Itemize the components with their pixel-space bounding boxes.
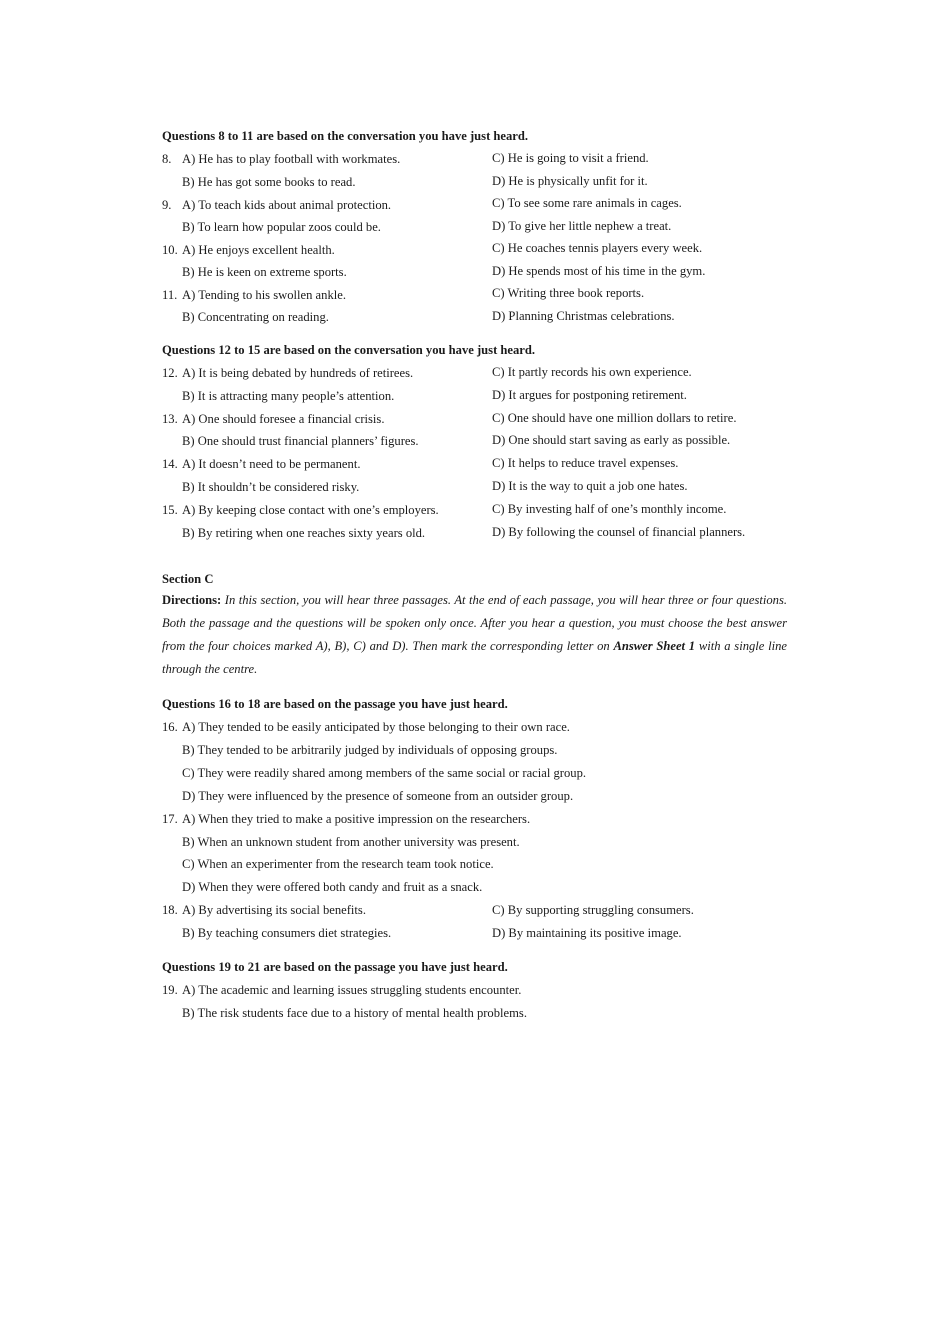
option-c: C) To see some rare animals in cages. bbox=[492, 196, 682, 210]
option-c: C) Writing three book reports. bbox=[492, 286, 645, 300]
option-d: D) He is physically unfit for it. bbox=[492, 174, 648, 188]
option-b: B) By retiring when one reaches sixty years old. bbox=[182, 526, 426, 540]
option-c: C) He coaches tennis players every week. bbox=[492, 241, 703, 255]
option-a: A) One should foresee a financial crisis. bbox=[182, 412, 385, 426]
question-number: 15. bbox=[162, 503, 178, 517]
option-c: C) One should have one million dollars to retire. bbox=[492, 411, 737, 425]
directions-end: with a single line through the centre. bbox=[162, 639, 788, 676]
question-number: 10. bbox=[162, 243, 178, 257]
option-a: A) He enjoys excellent health. bbox=[182, 243, 335, 257]
option-b: B) He has got some books to read. bbox=[182, 175, 356, 189]
option-b: B) It shouldn’t be considered risky. bbox=[182, 480, 360, 494]
option-d: D) One should start saving as early as possible. bbox=[492, 433, 731, 447]
group-header-8-11: Questions 8 to 11 are based on the conversation you have just heard. bbox=[162, 129, 529, 143]
option-b: B) When an unknown student from another university was present. bbox=[182, 835, 520, 849]
option-c: C) By supporting struggling consumers. bbox=[492, 903, 694, 917]
option-a: A) To teach kids about animal protection. bbox=[182, 198, 392, 212]
option-c: C) They were readily shared among members of the same social or racial group. bbox=[182, 766, 587, 780]
option-d: D) He spends most of his time in the gym. bbox=[492, 264, 706, 278]
option-a: A) It is being debated by hundreds of retirees. bbox=[182, 366, 414, 380]
option-a: A) He has to play football with workmates. bbox=[182, 152, 401, 166]
directions-text: In this section, you will hear three passages. At the end of each passage, you will hear three or four questions. Both the passage and the questions will be spoken only once. After you hear a question, you must choose the best answer from the four choices marked A), B), C) and D). Then mark the corresponding letter on bbox=[162, 593, 787, 653]
option-d: D) Planning Christmas celebrations. bbox=[492, 309, 675, 323]
option-a: A) When they tried to make a positive impression on the researchers. bbox=[182, 812, 531, 826]
option-a: A) By keeping close contact with one’s employers. bbox=[182, 503, 439, 517]
question-number: 11. bbox=[162, 288, 178, 302]
option-d: D) They were influenced by the presence of someone from an outsider group. bbox=[182, 789, 574, 803]
option-d: D) It is the way to quit a job one hates. bbox=[492, 479, 688, 493]
option-d: D) When they were offered both candy and fruit as a snack. bbox=[182, 880, 483, 894]
question-number: 16. bbox=[162, 720, 178, 734]
option-c: C) It partly records his own experience. bbox=[492, 365, 692, 379]
question-number: 12. bbox=[162, 366, 178, 380]
option-b: B) One should trust financial planners’ figures. bbox=[182, 434, 419, 448]
option-c: C) When an experimenter from the research team took notice. bbox=[182, 857, 494, 871]
question-number: 18. bbox=[162, 903, 178, 917]
directions-label: Directions: bbox=[162, 593, 222, 607]
option-d: D) By following the counsel of financial planners. bbox=[492, 525, 746, 539]
group-header-12-15: Questions 12 to 15 are based on the conversation you have just heard. bbox=[162, 343, 536, 357]
option-a: A) The academic and learning issues struggling students encounter. bbox=[182, 983, 522, 997]
option-b: B) He is keen on extreme sports. bbox=[182, 265, 347, 279]
option-c: C) By investing half of one’s monthly income. bbox=[492, 502, 727, 516]
option-b: B) The risk students face due to a history of mental health problems. bbox=[182, 1006, 527, 1020]
group-header-19-21: Questions 19 to 21 are based on the passage you have just heard. bbox=[162, 960, 508, 974]
question-number: 13. bbox=[162, 412, 178, 426]
option-a: A) Tending to his swollen ankle. bbox=[182, 288, 346, 302]
section-c-title: Section C bbox=[162, 572, 214, 586]
option-a: A) It doesn’t need to be permanent. bbox=[182, 457, 361, 471]
question-number: 17. bbox=[162, 812, 178, 826]
option-b: B) To learn how popular zoos could be. bbox=[182, 220, 381, 234]
section-c-directions bbox=[162, 589, 787, 681]
option-c: C) It helps to reduce travel expenses. bbox=[492, 456, 679, 470]
question-number: 9. bbox=[162, 198, 172, 212]
option-c: C) He is going to visit a friend. bbox=[492, 151, 649, 165]
option-b: B) It is attracting many people’s attention. bbox=[182, 389, 395, 403]
option-a: A) By advertising its social benefits. bbox=[182, 903, 366, 917]
option-d: D) It argues for postponing retirement. bbox=[492, 388, 687, 402]
question-number: 19. bbox=[162, 983, 178, 997]
option-b: B) They tended to be arbitrarily judged by individuals of opposing groups. bbox=[182, 743, 558, 757]
question-number: 14. bbox=[162, 457, 178, 471]
option-a: A) They tended to be easily anticipated by those belonging to their own race. bbox=[182, 720, 570, 734]
question-number: 8. bbox=[162, 152, 172, 166]
option-b: B) Concentrating on reading. bbox=[182, 310, 329, 324]
answer-sheet-label: Answer Sheet 1 bbox=[613, 639, 696, 653]
option-b: B) By teaching consumers diet strategies. bbox=[182, 926, 392, 940]
option-d: D) By maintaining its positive image. bbox=[492, 926, 682, 940]
option-d: D) To give her little nephew a treat. bbox=[492, 219, 672, 233]
group-header-16-18: Questions 16 to 18 are based on the passage you have just heard. bbox=[162, 697, 508, 711]
